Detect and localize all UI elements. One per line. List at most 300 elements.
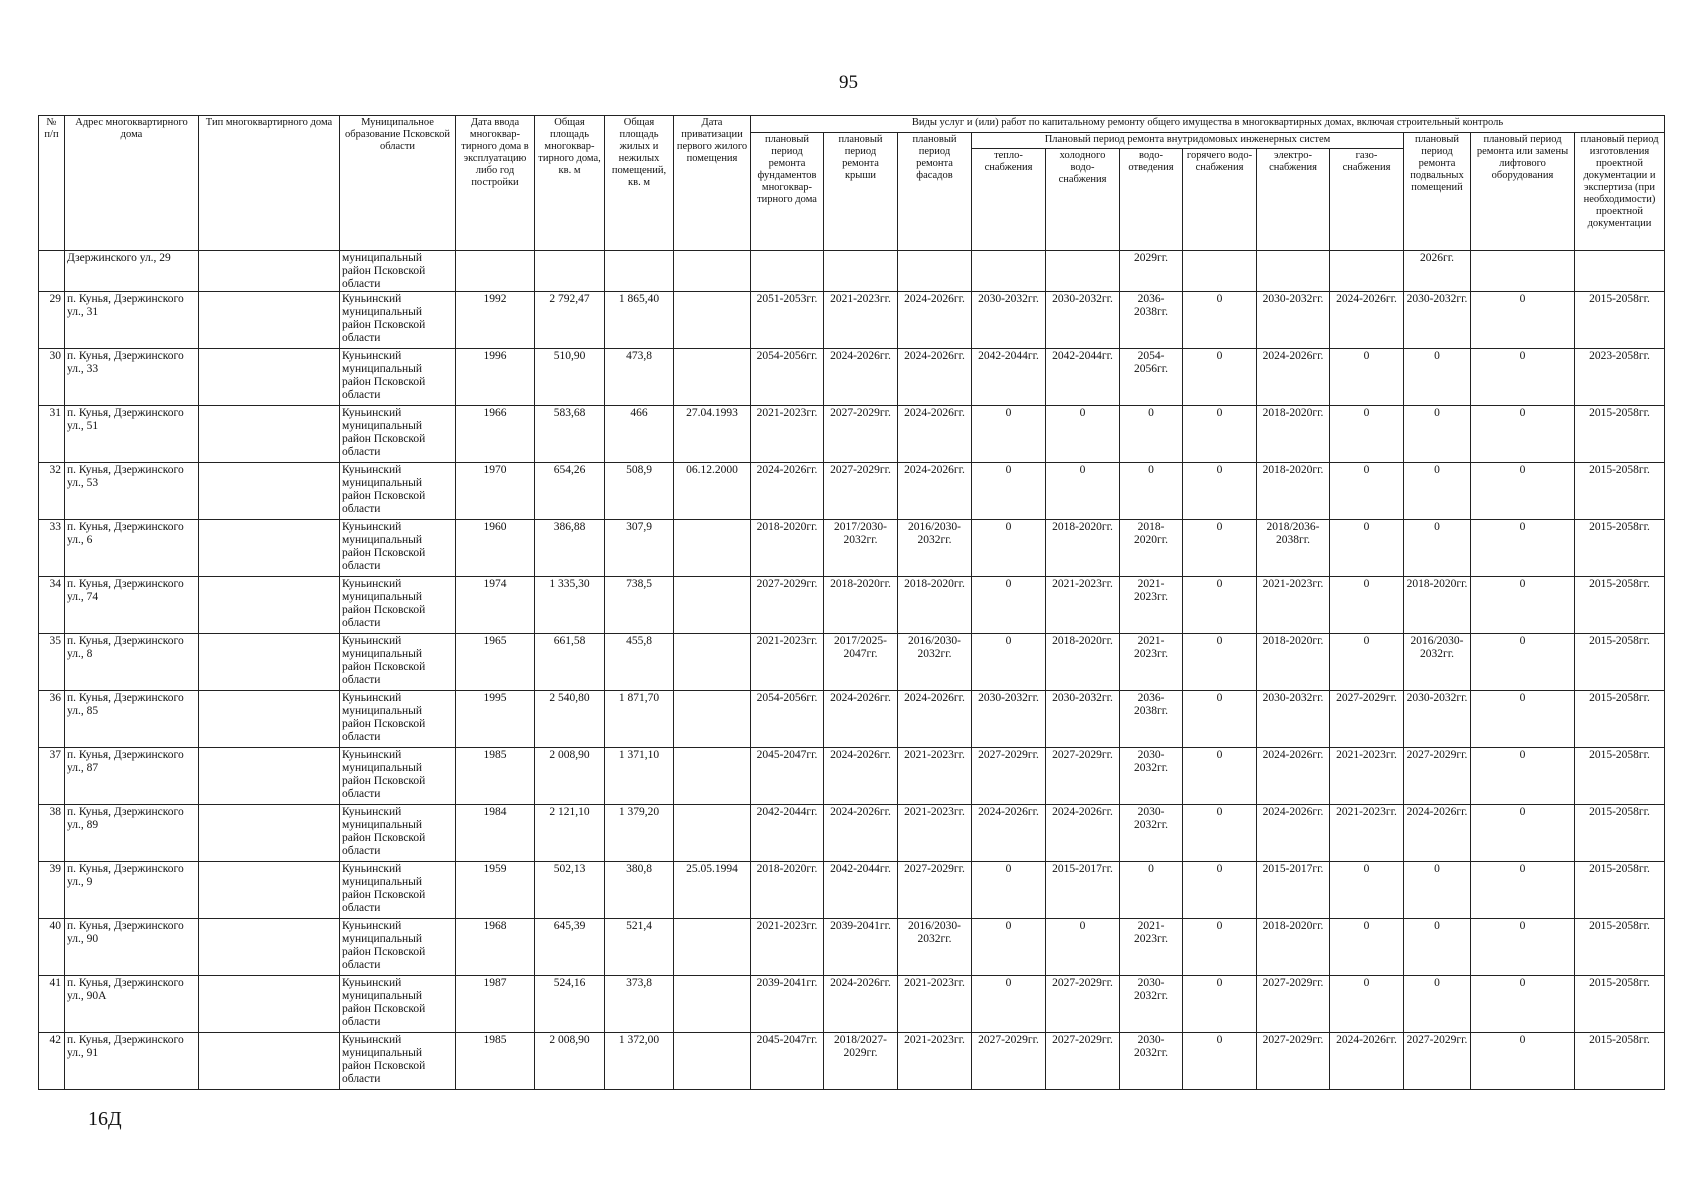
cell-foundation: 2027-2029гг. <box>751 577 824 634</box>
cell-privatization <box>674 292 751 349</box>
cell-municipality: Куньинский муниципальный район Псковской области <box>340 634 456 691</box>
cell-municipality: Куньинский муниципальный район Псковской области <box>340 1033 456 1090</box>
cell-facade: 2024-2026гг. <box>898 406 972 463</box>
cell-drainage: 2054-2056гг. <box>1120 349 1183 406</box>
cell-facade <box>898 251 972 292</box>
cell-cold-water: 2030-2032гг. <box>1046 292 1120 349</box>
cell-drainage: 2036-2038гг. <box>1120 691 1183 748</box>
cell-cold-water: 2027-2029гг. <box>1046 1033 1120 1090</box>
cell-electric: 2027-2029гг. <box>1257 976 1330 1033</box>
cell-heat: 0 <box>972 520 1046 577</box>
cell-gas: 0 <box>1330 520 1404 577</box>
cell-facade: 2021-2023гг. <box>898 748 972 805</box>
cell-gas: 2021-2023гг. <box>1330 805 1404 862</box>
cell-electric: 2018-2020гг. <box>1257 406 1330 463</box>
cell-foundation: 2054-2056гг. <box>751 691 824 748</box>
cell-elevator: 0 <box>1471 976 1575 1033</box>
cell-basement: 2030-2032гг. <box>1404 292 1471 349</box>
cell-heat <box>972 251 1046 292</box>
cell-electric: 2024-2026гг. <box>1257 748 1330 805</box>
cell-facade: 2016/2030-2032гг. <box>898 634 972 691</box>
cell-address: п. Кунья, Дзержинского ул., 51 <box>65 406 199 463</box>
cell-type <box>199 251 340 292</box>
cell-electric: 2024-2026гг. <box>1257 349 1330 406</box>
cell-foundation: 2024-2026гг. <box>751 463 824 520</box>
cell-cold-water: 2018-2020гг. <box>1046 520 1120 577</box>
cell-foundation: 2045-2047гг. <box>751 748 824 805</box>
cell-documentation: 2015-2058гг. <box>1575 748 1665 805</box>
cell-type <box>199 805 340 862</box>
cell-drainage: 0 <box>1120 406 1183 463</box>
table-row <box>39 349 1665 406</box>
cell-hot-water: 0 <box>1183 862 1257 919</box>
cell-living-area: 1 379,20 <box>605 805 674 862</box>
cell-address: п. Кунья, Дзержинского ул., 6 <box>65 520 199 577</box>
cell-heat: 0 <box>972 577 1046 634</box>
cell-privatization <box>674 349 751 406</box>
cell-address: п. Кунья, Дзержинского ул., 74 <box>65 577 199 634</box>
cell-year: 1984 <box>456 805 535 862</box>
cell-gas: 0 <box>1330 463 1404 520</box>
cell-electric: 2018/2036-2038гг. <box>1257 520 1330 577</box>
cell-hot-water <box>1183 251 1257 292</box>
cell-living-area: 307,9 <box>605 520 674 577</box>
header-electric: электро-снабжения <box>1257 149 1330 251</box>
cell-hot-water: 0 <box>1183 919 1257 976</box>
cell-roof: 2024-2026гг. <box>824 349 898 406</box>
cell-privatization <box>674 691 751 748</box>
table-body <box>39 251 1665 1090</box>
cell-hot-water: 0 <box>1183 520 1257 577</box>
cell-privatization: 06.12.2000 <box>674 463 751 520</box>
cell-heat: 0 <box>972 406 1046 463</box>
cell-municipality: Куньинский муниципальный район Псковской области <box>340 520 456 577</box>
header-heat: тепло-снабжения <box>972 149 1046 251</box>
cell-gas: 2024-2026гг. <box>1330 292 1404 349</box>
cell-hot-water: 0 <box>1183 349 1257 406</box>
header-commissioned: Дата ввода многоквар-тирного дома в эксплуатацию либо год постройки <box>456 116 535 251</box>
cell-hot-water: 0 <box>1183 805 1257 862</box>
cell-electric <box>1257 251 1330 292</box>
cell-total-area: 2 008,90 <box>535 1033 605 1090</box>
cell-cold-water <box>1046 251 1120 292</box>
cell-year: 1970 <box>456 463 535 520</box>
cell-hot-water: 0 <box>1183 634 1257 691</box>
cell-year <box>456 251 535 292</box>
cell-heat: 2030-2032гг. <box>972 292 1046 349</box>
cell-gas <box>1330 251 1404 292</box>
cell-privatization <box>674 577 751 634</box>
table-row <box>39 862 1665 919</box>
cell-privatization <box>674 251 751 292</box>
cell-privatization: 25.05.1994 <box>674 862 751 919</box>
header-municipality: Муниципальное образование Псковской области <box>340 116 456 251</box>
cell-electric: 2027-2029гг. <box>1257 1033 1330 1090</box>
cell-cold-water: 0 <box>1046 919 1120 976</box>
header-foundation: плановый период ремонта фундаментов многоквар-тирного дома <box>751 133 824 251</box>
header-elevator: плановый период ремонта или замены лифтового оборудования <box>1471 133 1575 251</box>
cell-municipality: Куньинский муниципальный район Псковской области <box>340 862 456 919</box>
cell-facade: 2024-2026гг. <box>898 691 972 748</box>
cell-cold-water: 2015-2017гг. <box>1046 862 1120 919</box>
cell-facade: 2021-2023гг. <box>898 976 972 1033</box>
cell-cold-water: 0 <box>1046 463 1120 520</box>
cell-total-area: 2 008,90 <box>535 748 605 805</box>
header-address: Адрес многоквартирного дома <box>65 116 199 251</box>
cell-type <box>199 577 340 634</box>
cell-privatization <box>674 1033 751 1090</box>
cell-year: 1968 <box>456 919 535 976</box>
cell-gas: 2027-2029гг. <box>1330 691 1404 748</box>
cell-documentation: 2015-2058гг. <box>1575 862 1665 919</box>
cell-facade: 2024-2026гг. <box>898 463 972 520</box>
cell-total-area: 583,68 <box>535 406 605 463</box>
cell-cold-water: 2027-2029гг. <box>1046 976 1120 1033</box>
header-privatization: Дата приватизации первого жилого помещения <box>674 116 751 251</box>
cell-roof: 2027-2029гг. <box>824 406 898 463</box>
cell-total-area: 386,88 <box>535 520 605 577</box>
cell-address: п. Кунья, Дзержинского ул., 85 <box>65 691 199 748</box>
cell-cold-water: 2018-2020гг. <box>1046 634 1120 691</box>
cell-hot-water: 0 <box>1183 463 1257 520</box>
cell-num: 40 <box>39 919 65 976</box>
cell-drainage: 2029гг. <box>1120 251 1183 292</box>
cell-heat: 2030-2032гг. <box>972 691 1046 748</box>
cell-elevator: 0 <box>1471 634 1575 691</box>
cell-roof: 2039-2041гг. <box>824 919 898 976</box>
cell-address: п. Кунья, Дзержинского ул., 89 <box>65 805 199 862</box>
cell-heat: 2024-2026гг. <box>972 805 1046 862</box>
cell-heat: 0 <box>972 976 1046 1033</box>
cell-documentation: 2015-2058гг. <box>1575 691 1665 748</box>
table-row <box>39 634 1665 691</box>
cell-roof: 2024-2026гг. <box>824 976 898 1033</box>
cell-documentation: 2015-2058гг. <box>1575 292 1665 349</box>
cell-cold-water: 0 <box>1046 406 1120 463</box>
cell-cold-water: 2042-2044гг. <box>1046 349 1120 406</box>
cell-address: п. Кунья, Дзержинского ул., 9 <box>65 862 199 919</box>
cell-num: 42 <box>39 1033 65 1090</box>
cell-year: 1985 <box>456 1033 535 1090</box>
cell-basement: 0 <box>1404 406 1471 463</box>
header-num: № п/п <box>39 116 65 251</box>
cell-facade: 2024-2026гг. <box>898 292 972 349</box>
cell-hot-water: 0 <box>1183 577 1257 634</box>
cell-facade: 2018-2020гг. <box>898 577 972 634</box>
cell-year: 1995 <box>456 691 535 748</box>
cell-hot-water: 0 <box>1183 976 1257 1033</box>
cell-facade: 2021-2023гг. <box>898 805 972 862</box>
cell-elevator: 0 <box>1471 349 1575 406</box>
cell-drainage: 2018-2020гг. <box>1120 520 1183 577</box>
cell-municipality: Куньинский муниципальный район Псковской области <box>340 349 456 406</box>
header-facade: плановый период ремонта фасадов <box>898 133 972 251</box>
cell-type <box>199 919 340 976</box>
cell-elevator: 0 <box>1471 691 1575 748</box>
cell-type <box>199 976 340 1033</box>
cell-roof: 2042-2044гг. <box>824 862 898 919</box>
cell-basement: 2016/2030-2032гг. <box>1404 634 1471 691</box>
cell-elevator: 0 <box>1471 805 1575 862</box>
cell-roof: 2027-2029гг. <box>824 463 898 520</box>
cell-living-area: 521,4 <box>605 919 674 976</box>
page-number: 95 <box>839 72 858 93</box>
cell-elevator: 0 <box>1471 406 1575 463</box>
cell-living-area: 380,8 <box>605 862 674 919</box>
cell-basement: 2024-2026гг. <box>1404 805 1471 862</box>
cell-address: п. Кунья, Дзержинского ул., 91 <box>65 1033 199 1090</box>
cell-type <box>199 1033 340 1090</box>
cell-living-area: 473,8 <box>605 349 674 406</box>
cell-num: 36 <box>39 691 65 748</box>
cell-documentation: 2015-2058гг. <box>1575 1033 1665 1090</box>
cell-address: п. Кунья, Дзержинского ул., 31 <box>65 292 199 349</box>
cell-privatization <box>674 748 751 805</box>
cell-municipality: Куньинский муниципальный район Псковской области <box>340 805 456 862</box>
cell-year: 1965 <box>456 634 535 691</box>
cell-num: 29 <box>39 292 65 349</box>
cell-documentation: 2015-2058гг. <box>1575 463 1665 520</box>
cell-cold-water: 2027-2029гг. <box>1046 748 1120 805</box>
cell-roof: 2018-2020гг. <box>824 577 898 634</box>
cell-type <box>199 520 340 577</box>
cell-year: 1992 <box>456 292 535 349</box>
cell-total-area: 510,90 <box>535 349 605 406</box>
header-cold-water: холодного водо-снабжения <box>1046 149 1120 251</box>
table-row-continuation <box>39 251 1665 292</box>
cell-municipality: Куньинский муниципальный район Псковской области <box>340 919 456 976</box>
header-engineering-group: Плановый период ремонта внутридомовых инженерных систем <box>972 133 1404 149</box>
table-row <box>39 919 1665 976</box>
cell-gas: 2021-2023гг. <box>1330 748 1404 805</box>
cell-gas: 2024-2026гг. <box>1330 1033 1404 1090</box>
cell-roof <box>824 251 898 292</box>
cell-type <box>199 463 340 520</box>
cell-municipality: Куньинский муниципальный район Псковской области <box>340 463 456 520</box>
cell-electric: 2018-2020гг. <box>1257 634 1330 691</box>
cell-basement: 2027-2029гг. <box>1404 1033 1471 1090</box>
cell-total-area: 645,39 <box>535 919 605 976</box>
cell-cold-water: 2021-2023гг. <box>1046 577 1120 634</box>
cell-privatization <box>674 976 751 1033</box>
cell-hot-water: 0 <box>1183 691 1257 748</box>
cell-electric: 2018-2020гг. <box>1257 919 1330 976</box>
cell-roof: 2024-2026гг. <box>824 748 898 805</box>
cell-electric: 2024-2026гг. <box>1257 805 1330 862</box>
cell-total-area: 502,13 <box>535 862 605 919</box>
cell-foundation: 2021-2023гг. <box>751 406 824 463</box>
table-row <box>39 577 1665 634</box>
cell-living-area <box>605 251 674 292</box>
cell-num: 41 <box>39 976 65 1033</box>
cell-hot-water: 0 <box>1183 406 1257 463</box>
cell-foundation <box>751 251 824 292</box>
cell-type <box>199 406 340 463</box>
cell-living-area: 455,8 <box>605 634 674 691</box>
cell-electric: 2030-2032гг. <box>1257 292 1330 349</box>
cell-year: 1987 <box>456 976 535 1033</box>
cell-num <box>39 251 65 292</box>
cell-heat: 0 <box>972 463 1046 520</box>
cell-drainage: 2036-2038гг. <box>1120 292 1183 349</box>
cell-elevator: 0 <box>1471 520 1575 577</box>
cell-privatization <box>674 520 751 577</box>
cell-year: 1996 <box>456 349 535 406</box>
cell-hot-water: 0 <box>1183 1033 1257 1090</box>
header-living-area: Общая площадь жилых и нежилых помещений, кв. м <box>605 116 674 251</box>
cell-total-area: 524,16 <box>535 976 605 1033</box>
cell-type <box>199 862 340 919</box>
cell-facade: 2016/2030-2032гг. <box>898 919 972 976</box>
cell-drainage: 0 <box>1120 463 1183 520</box>
cell-municipality: Куньинский муниципальный район Псковской области <box>340 748 456 805</box>
cell-address: п. Кунья, Дзержинского ул., 87 <box>65 748 199 805</box>
cell-roof: 2017/2025-2047гг. <box>824 634 898 691</box>
cell-year: 1960 <box>456 520 535 577</box>
cell-living-area: 373,8 <box>605 976 674 1033</box>
cell-municipality: Куньинский муниципальный район Псковской области <box>340 976 456 1033</box>
header-basement: плановый период ремонта подвальных помещений <box>1404 133 1471 251</box>
sheet-code: 16Д <box>88 1108 122 1130</box>
cell-roof: 2024-2026гг. <box>824 805 898 862</box>
cell-privatization: 27.04.1993 <box>674 406 751 463</box>
cell-num: 31 <box>39 406 65 463</box>
header-total-area: Общая площадь многоквар-тирного дома, кв. м <box>535 116 605 251</box>
cell-type <box>199 691 340 748</box>
cell-drainage: 2021-2023гг. <box>1120 919 1183 976</box>
cell-total-area: 1 335,30 <box>535 577 605 634</box>
cell-electric: 2030-2032гг. <box>1257 691 1330 748</box>
cell-basement: 0 <box>1404 463 1471 520</box>
header-gas: газо-снабжения <box>1330 149 1404 251</box>
cell-documentation: 2015-2058гг. <box>1575 520 1665 577</box>
cell-drainage: 2021-2023гг. <box>1120 634 1183 691</box>
cell-address: п. Кунья, Дзержинского ул., 8 <box>65 634 199 691</box>
cell-gas: 0 <box>1330 577 1404 634</box>
cell-elevator: 0 <box>1471 292 1575 349</box>
table-row <box>39 520 1665 577</box>
cell-drainage: 2030-2032гг. <box>1120 976 1183 1033</box>
cell-documentation: 2015-2058гг. <box>1575 406 1665 463</box>
cell-privatization <box>674 805 751 862</box>
cell-basement: 0 <box>1404 520 1471 577</box>
cell-num: 38 <box>39 805 65 862</box>
cell-roof: 2024-2026гг. <box>824 691 898 748</box>
cell-basement: 2018-2020гг. <box>1404 577 1471 634</box>
cell-roof: 2018/2027-2029гг. <box>824 1033 898 1090</box>
cell-address: п. Кунья, Дзержинского ул., 53 <box>65 463 199 520</box>
cell-living-area: 738,5 <box>605 577 674 634</box>
table-row <box>39 406 1665 463</box>
cell-type <box>199 292 340 349</box>
cell-foundation: 2051-2053гг. <box>751 292 824 349</box>
cell-living-area: 1 871,70 <box>605 691 674 748</box>
cell-num: 30 <box>39 349 65 406</box>
cell-heat: 0 <box>972 919 1046 976</box>
table-row <box>39 976 1665 1033</box>
header-works-group: Виды услуг и (или) работ по капитальному ремонту общего имущества в многоквартирных домах, включая строительный контроль <box>751 116 1665 133</box>
cell-type <box>199 634 340 691</box>
cell-elevator: 0 <box>1471 748 1575 805</box>
cell-living-area: 1 865,40 <box>605 292 674 349</box>
cell-privatization <box>674 634 751 691</box>
cell-year: 1985 <box>456 748 535 805</box>
cell-drainage: 2030-2032гг. <box>1120 1033 1183 1090</box>
cell-gas: 0 <box>1330 406 1404 463</box>
header-hot-water: горячего водо-снабжения <box>1183 149 1257 251</box>
cell-foundation: 2021-2023гг. <box>751 634 824 691</box>
header-type: Тип многоквартирного дома <box>199 116 340 251</box>
table-row <box>39 463 1665 520</box>
cell-heat: 2027-2029гг. <box>972 1033 1046 1090</box>
cell-documentation: 2015-2058гг. <box>1575 634 1665 691</box>
cell-privatization <box>674 919 751 976</box>
cell-heat: 0 <box>972 862 1046 919</box>
table-row <box>39 691 1665 748</box>
cell-municipality: Куньинский муниципальный район Псковской области <box>340 691 456 748</box>
cell-documentation: 2015-2058гг. <box>1575 805 1665 862</box>
cell-total-area: 2 792,47 <box>535 292 605 349</box>
cell-elevator: 0 <box>1471 919 1575 976</box>
cell-living-area: 1 372,00 <box>605 1033 674 1090</box>
cell-facade: 2027-2029гг. <box>898 862 972 919</box>
cell-documentation: 2023-2058гг. <box>1575 349 1665 406</box>
cell-documentation: 2015-2058гг. <box>1575 976 1665 1033</box>
cell-facade: 2021-2023гг. <box>898 1033 972 1090</box>
table-row <box>39 1033 1665 1090</box>
cell-year: 1966 <box>456 406 535 463</box>
cell-basement: 0 <box>1404 976 1471 1033</box>
cell-facade: 2024-2026гг. <box>898 349 972 406</box>
cell-cold-water: 2024-2026гг. <box>1046 805 1120 862</box>
cell-gas: 0 <box>1330 349 1404 406</box>
cell-gas: 0 <box>1330 634 1404 691</box>
cell-living-area: 1 371,10 <box>605 748 674 805</box>
cell-basement: 2026гг. <box>1404 251 1471 292</box>
cell-type <box>199 748 340 805</box>
cell-living-area: 508,9 <box>605 463 674 520</box>
cell-documentation: 2015-2058гг. <box>1575 919 1665 976</box>
cell-drainage: 2030-2032гг. <box>1120 748 1183 805</box>
cell-roof: 2021-2023гг. <box>824 292 898 349</box>
cell-basement: 0 <box>1404 349 1471 406</box>
cell-facade: 2016/2030-2032гг. <box>898 520 972 577</box>
table-header <box>39 116 1665 251</box>
cell-gas: 0 <box>1330 976 1404 1033</box>
cell-basement: 0 <box>1404 919 1471 976</box>
cell-num: 37 <box>39 748 65 805</box>
cell-heat: 0 <box>972 634 1046 691</box>
header-drainage: водо-отведения <box>1120 149 1183 251</box>
cell-foundation: 2021-2023гг. <box>751 919 824 976</box>
cell-roof: 2017/2030-2032гг. <box>824 520 898 577</box>
cell-elevator: 0 <box>1471 862 1575 919</box>
cell-elevator: 0 <box>1471 1033 1575 1090</box>
cell-total-area: 661,58 <box>535 634 605 691</box>
cell-foundation: 2045-2047гг. <box>751 1033 824 1090</box>
cell-municipality: Куньинский муниципальный район Псковской области <box>340 577 456 634</box>
cell-municipality: муниципальный район Псковской области <box>340 251 456 292</box>
cell-municipality: Куньинский муниципальный район Псковской области <box>340 406 456 463</box>
capital-repair-table <box>38 115 1665 1090</box>
cell-gas: 0 <box>1330 862 1404 919</box>
table-row <box>39 748 1665 805</box>
cell-total-area <box>535 251 605 292</box>
cell-total-area: 2 540,80 <box>535 691 605 748</box>
cell-num: 34 <box>39 577 65 634</box>
cell-basement: 0 <box>1404 862 1471 919</box>
cell-hot-water: 0 <box>1183 292 1257 349</box>
